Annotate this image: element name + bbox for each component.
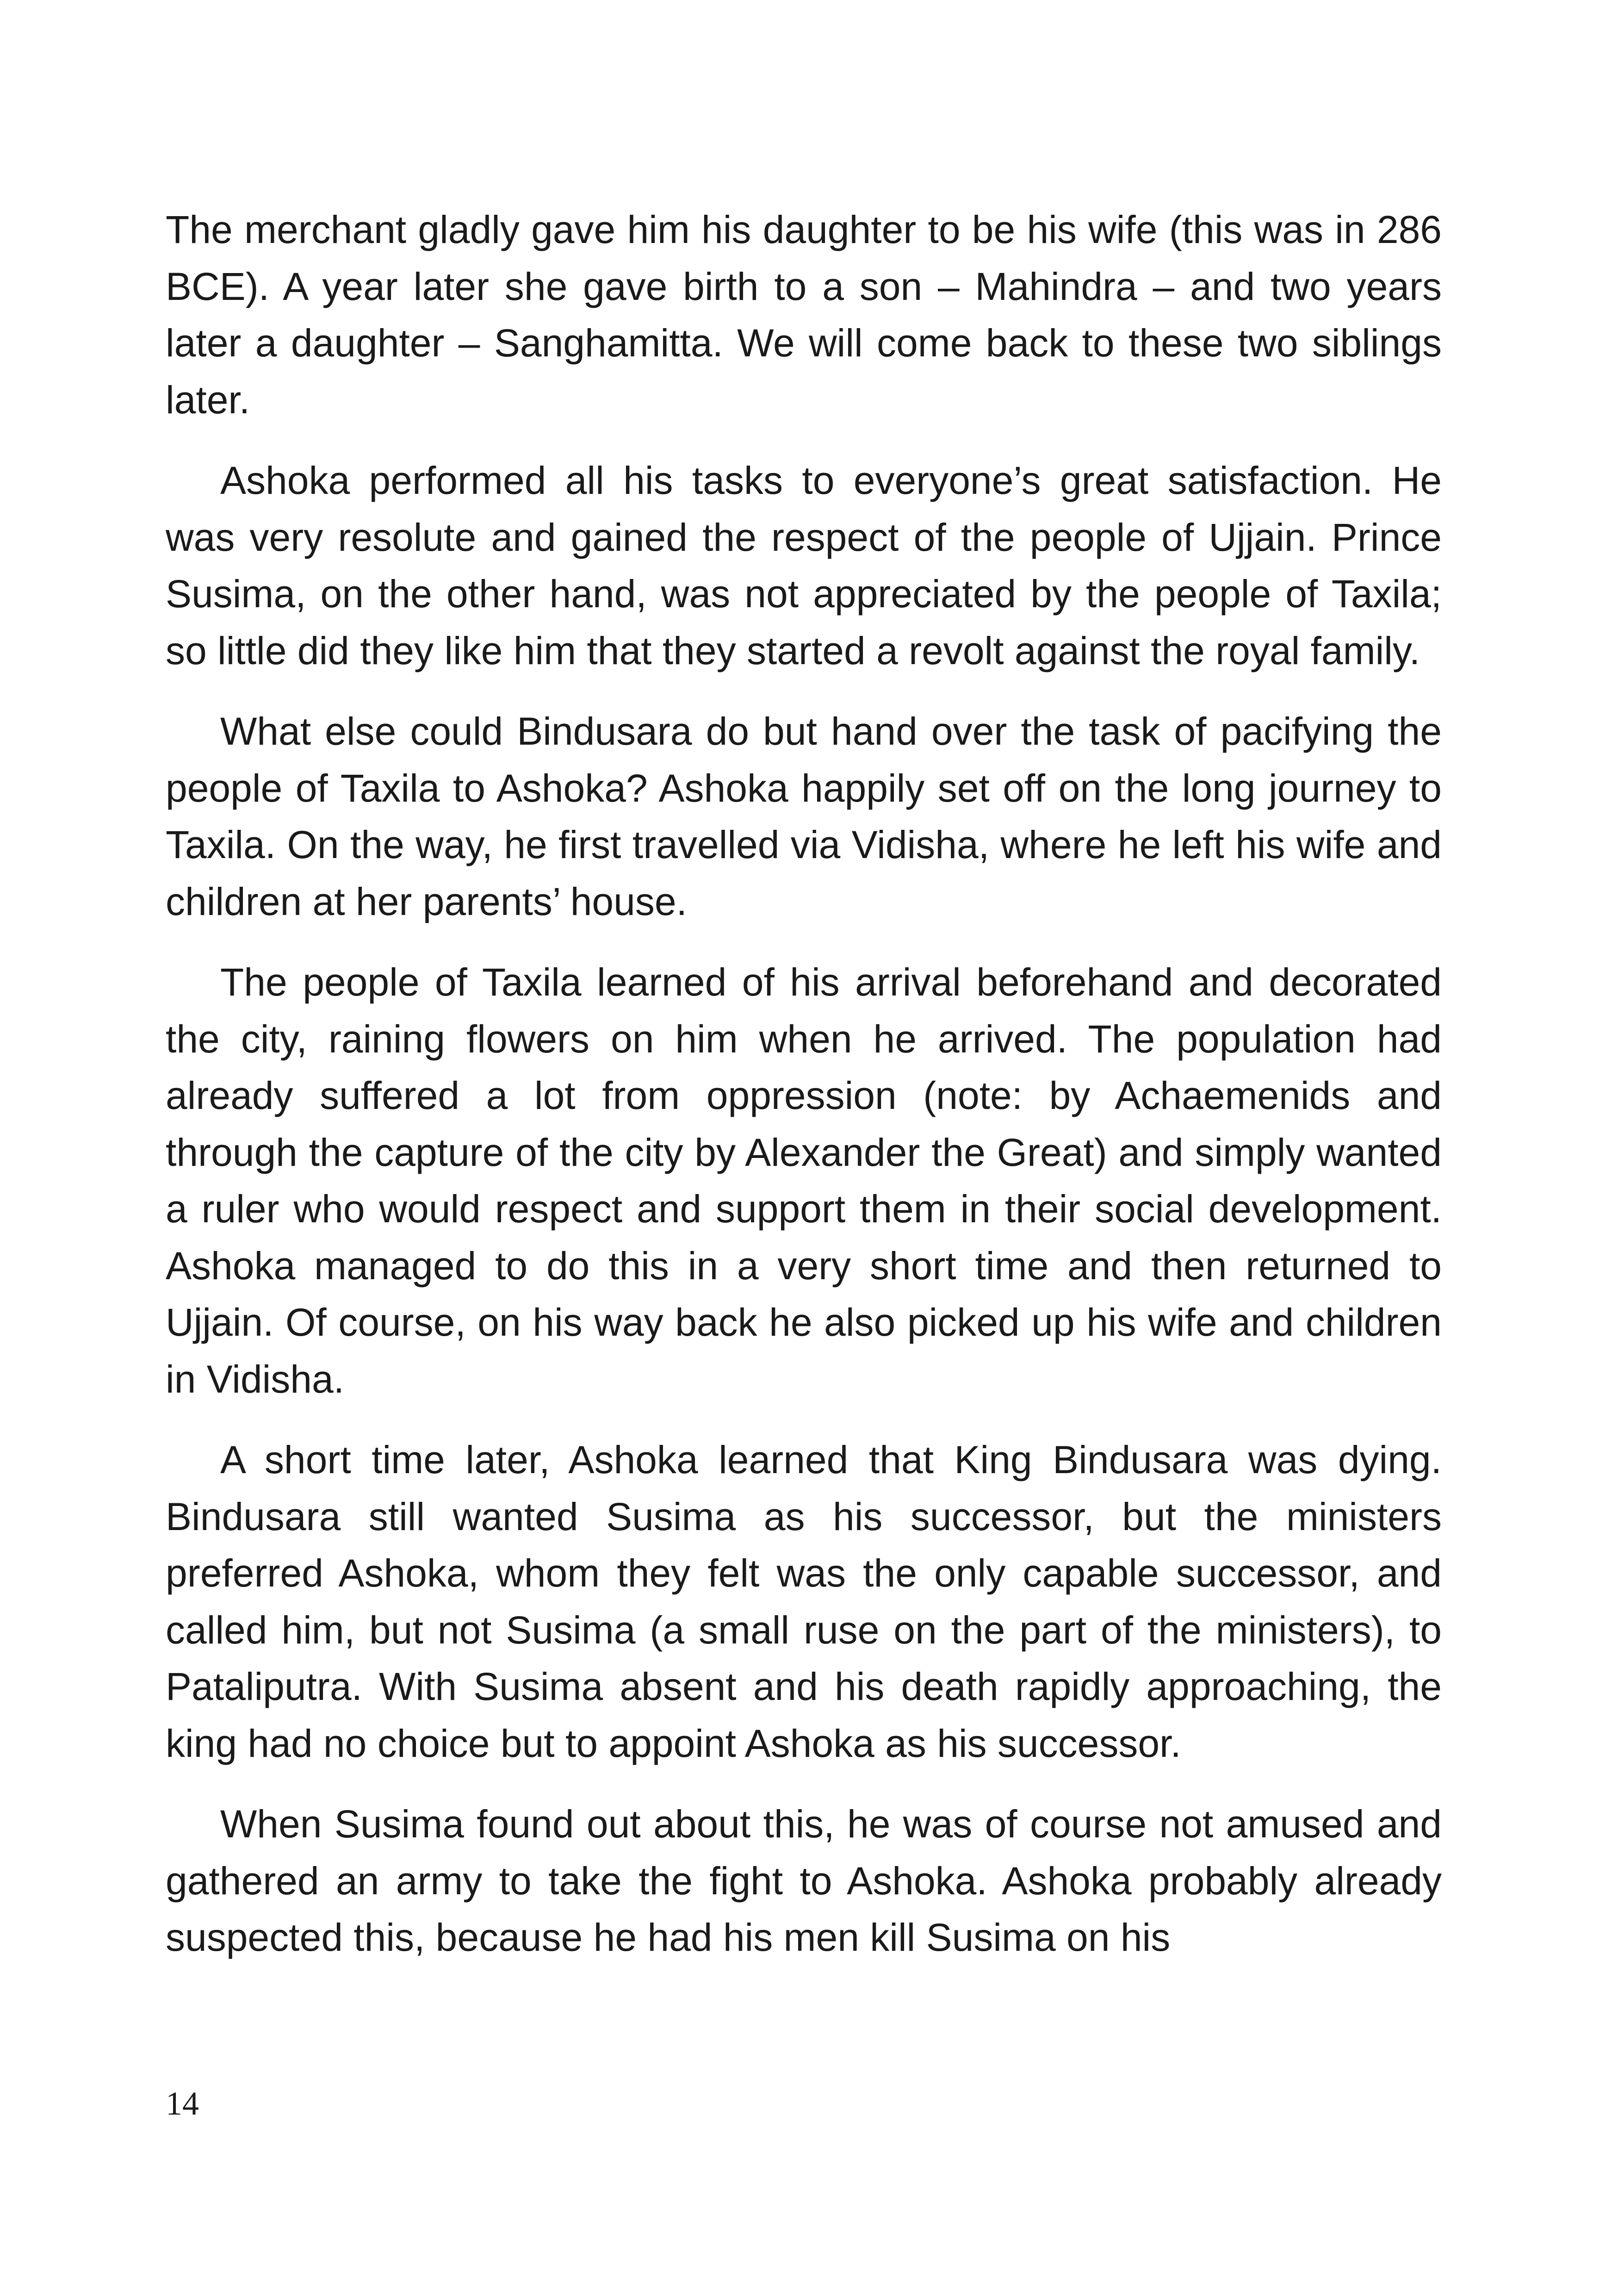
paragraph-4: The people of Taxila learned of his arrival beforehand and decorated the city, raining flowers on him when he arrived. The population had already suffered a lot from oppression (note: by Achaemenids and through the capture of the city by Alexander the Great) and simply wanted a ruler who would respect and support them in their social development. Ashoka managed to do this in a very short time and then returned to Ujjain. Of course, on his way back he also picked up his wife and children in Vidisha. <box>166 960 1442 1401</box>
paragraph-5: A short time later, Ashoka learned that King Bindusara was dying. Bindusara still wanted Susima as his successor, but the ministers preferred Ashoka, whom they felt was the only capable successor, and called him, but not Susima (a small ruse on the part of the ministers), to Pataliputra. With Susima absent and his death rapidly approaching, the king had no choice but to appoint Ashoka as his successor. <box>166 1438 1442 1765</box>
paragraph-3: What else could Bindusara do but hand over the task of pacifying the people of Taxila to Ashoka? Ashoka happily set off on the long journey to Taxila. On the way, he first travelled via Vidisha, where he left his wife and children at her parents’ house. <box>166 709 1442 923</box>
page-number: 14 <box>166 2085 199 2122</box>
paragraph-2: Ashoka performed all his tasks to everyone’s great satisfaction. He was very resolute and gained the respect of the people of Ujjain. Prince Susima, on the other hand, was not appreciated by the people of Taxila; so little did they like him that they started a revolt against the royal family. <box>166 459 1442 672</box>
paragraph-1: The merchant gladly gave him his daughter to be his wife (this was in 286 BCE). A year later she gave birth to a son – Mahindra – and two years later a daughter – Sanghamitta. We will come back to these two siblings later. <box>166 208 1442 422</box>
body-text <box>166 201 1442 1966</box>
paragraph-6: When Susima found out about this, he was of course not amused and gathered an army to take the fight to Ashoka. Ashoka probably already suspected this, because he had his men kill Susima on his <box>166 1802 1442 1959</box>
